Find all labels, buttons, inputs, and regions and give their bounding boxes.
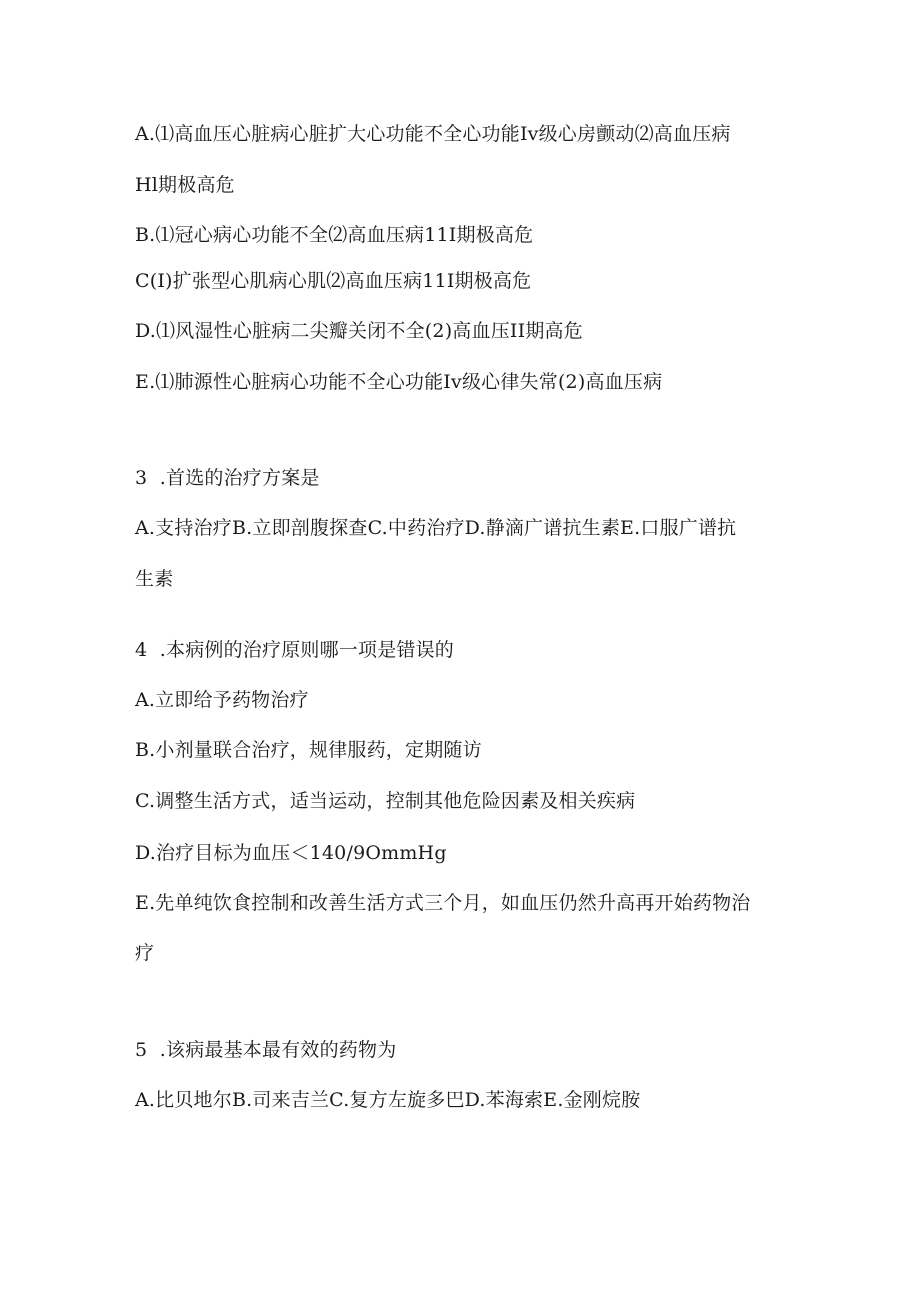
q5-options: A.比贝地尔B.司来吉兰C.复方左旋多巴D.苯海索E.金刚烷胺 [135,1089,641,1111]
q4-option-d: D.治疗目标为血压＜140/9OmmHg [135,842,447,864]
q2-option-d: D.⑴风湿性心脏病二尖瓣关闭不全(2)高血压II期高危 [135,320,583,342]
q2-option-c: C(I)扩张型心肌病心肌⑵高血压病11I期极高危 [135,270,532,292]
q2-option-a-line1: A.⑴高血压心脏病心脏扩大心功能不全心功能Iv级心房颤动⑵高血压病 [135,123,731,145]
q3-options-line1: A.支持治疗B.立即剖腹探查C.中药治疗D.静滴广谱抗生素E.口服广谱抗 [135,517,737,539]
q2-option-e: E.⑴肺源性心脏病心功能不全心功能Iv级心律失常(2)高血压病 [135,371,663,393]
q3-options-line2: 生素 [135,568,174,590]
q5-stem: 5 .该病最基本最有效的药物为 [135,1039,397,1061]
q4-option-a: A.立即给予药物治疗 [135,689,309,711]
q4-option-e-line1: E.先单纯饮食控制和改善生活方式三个月，如血压仍然升高再开始药物治 [135,892,751,914]
q2-option-a-line2: Hl期极高危 [135,174,235,196]
q4-option-b: B.小剂量联合治疗，规律服药，定期随访 [135,739,482,761]
q4-option-e-line2: 疗 [135,942,155,964]
q4-stem: 4 .本病例的治疗原则哪一项是错误的 [135,639,455,661]
q2-option-b: B.⑴冠心病心功能不全⑵高血压病11I期极高危 [135,224,534,246]
q3-stem: 3 .首选的治疗方案是 [135,467,320,489]
q4-option-c: C.调整生活方式，适当运动，控制其他危险因素及相关疾病 [135,790,636,812]
